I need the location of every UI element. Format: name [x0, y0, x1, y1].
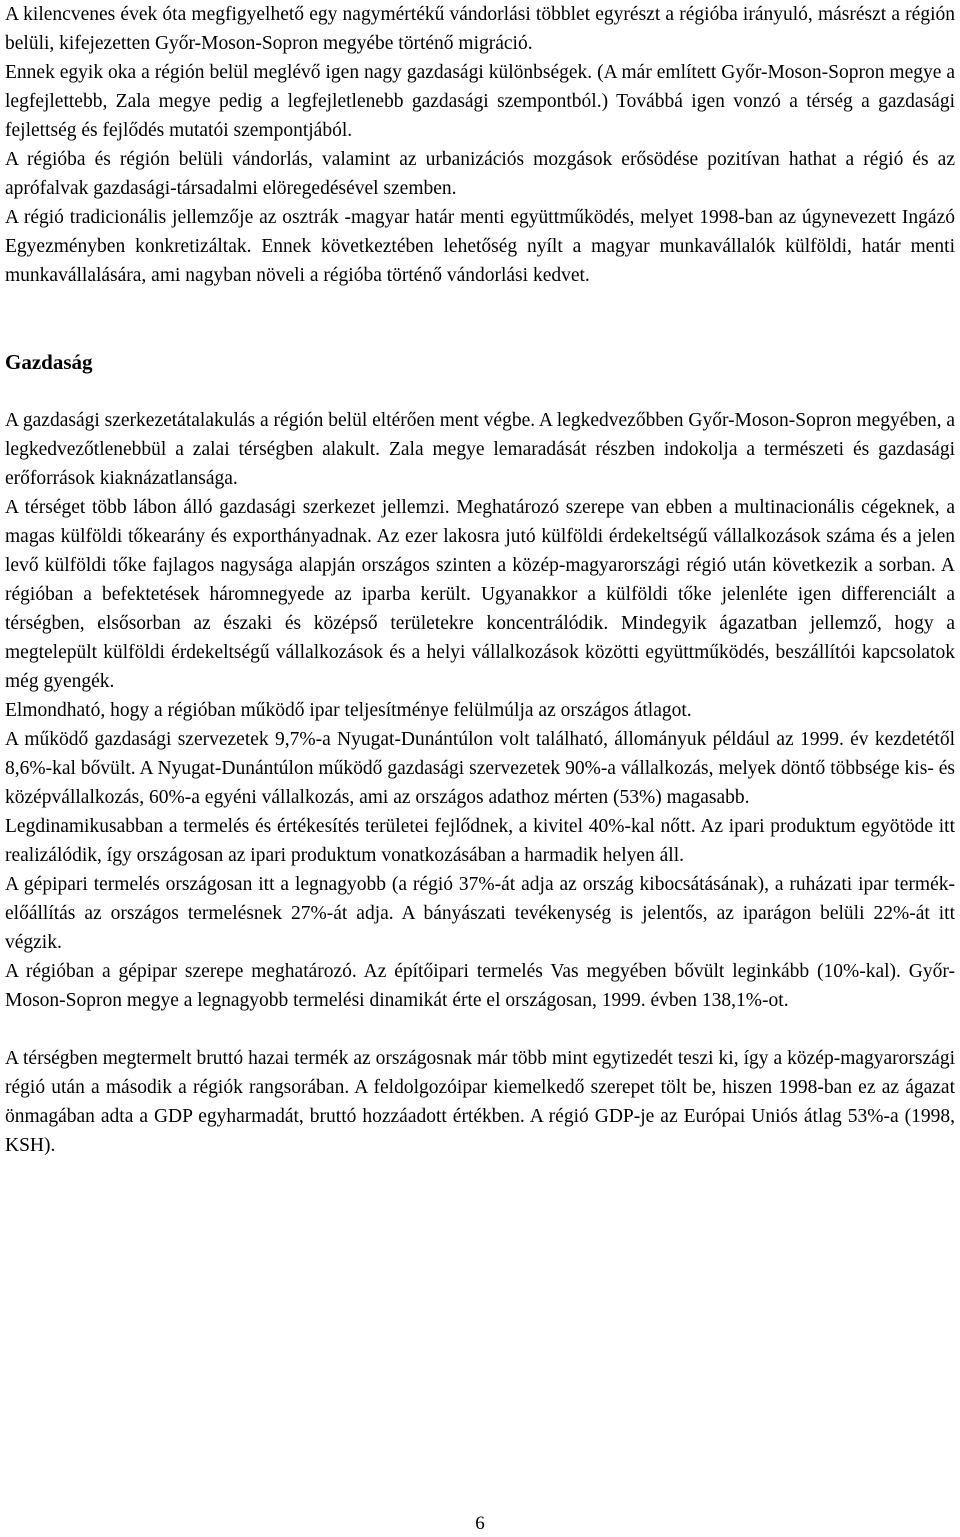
paragraph: A régióban a gépipar szerepe meghatározó. Az építőipari termelés Vas megyében bővült leginkább (10%-kal). Győr-Moson-Sopron megye a legnagyobb termelési dinamikát érte el országosan, 1999. évben 138,1%-ot. — [5, 961, 955, 1011]
spacer — [5, 290, 955, 348]
paragraph: A régió tradicionális jellemzője az osztrák -magyar határ menti együttműködés, melyet 1998-ban az úgynevezett Ingázó Egyezményben konkretizáltak. Ennek következtében lehetőség nyílt a magyar munkavállalók külföldi, határ menti munkavállalására, ami nagyban növeli a régióba történő vándorlási kedvet. — [5, 207, 955, 286]
spacer — [5, 1015, 955, 1044]
paragraph: A térséget több lábon álló gazdasági szerkezet jellemzi. Meghatározó szerepe van ebben a multinacionális cégeknek, a magas külföldi tőkearány és exporthányadnak. Az ezer lakosra jutó külföldi érdekeltségű vállalkozások száma és a jelen levő külföldi tőke fajlagos nagysága alapján országos szinten a közép-magyarországi régió után következik a sorban. A régióban a befektetések háromnegyede az iparba került. Ugyanakkor a külföldi tőke jelenléte igen differenciált a térségben, elsősorban az északi és középső területekre koncentrálódik. Mindegyik ágazatban jellemző, hogy a megtelepült külföldi érdekeltségű vállalkozások és a helyi vállalkozások közötti együttműködés, beszállítói kapcsolatok még gyengék. — [5, 497, 955, 692]
document-page — [5, 0, 955, 1160]
paragraph: A kilencvenes évek óta megfigyelhető egy nagymértékű vándorlási többlet egyrészt a régióba irányuló, másrészt a régión belüli, kifejezetten Győr-Moson-Sopron megyébe történő migráció. — [5, 4, 955, 54]
paragraph: Legdinamikusabban a termelés és értékesítés területei fejlődnek, a kivitel 40%-kal nőtt. Az ipari produktum egyötöde itt realizálódik, így országosan az ipari produktum vonatkozásában a harmadik helyen áll. — [5, 816, 955, 866]
paragraph: A régióba és régión belüli vándorlás, valamint az urbanizációs mozgások erősödése pozitívan hathat a régió és az aprófalvak gazdasági-társadalmi elöregedésével szemben. — [5, 149, 955, 199]
page-number: 6 — [475, 1513, 485, 1534]
spacer — [5, 377, 955, 406]
paragraph: Ennek egyik oka a régión belül meglévő igen nagy gazdasági különbségek. (A már említett Győr-Moson-Sopron megye a legfejlettebb, Zala megye pedig a legfejletlenebb gazdasági szempontból.) Továbbá igen vonzó a térség a gazdasági fejlettség és fejlődés mutatói szempontjából. — [5, 62, 955, 141]
paragraph: A gépipari termelés országosan itt a legnagyobb (a régió 37%-át adja az ország kibocsátásának), a ruházati ipar termék-előállítás az országos termelésnek 27%-át adja. A bányászati tevékenység is jelentős, az iparágon belüli 22%-át itt végzik. — [5, 874, 955, 953]
paragraph: A gazdasági szerkezetátalakulás a régión belül eltérően ment végbe. A legkedvezőbben Győr-Moson-Sopron megyében, a legkedvezőtlenebbül a zalai térségben alakult. Zala megye lemaradását részben indokolja a természeti és gazdasági erőforrások kiaknázatlansága. — [5, 410, 955, 489]
paragraph: Elmondható, hogy a régióban működő ipar teljesítménye felülmúlja az országos átlagot. — [5, 700, 692, 721]
paragraph: A térségben megtermelt bruttó hazai termék az országosnak már több mint egytizedét teszi ki, így a közép-magyarországi régió után a második a régiók rangsorában. A feldolgozóipar kiemelkedő szerepet tölt be, hiszen 1998-ban ez az ágazat önmagában adta a GDP egyharmadát, bruttó hozzáadott értékben. A régió GDP-je az Európai Uniós átlag 53%-a (1998, KSH). — [5, 1048, 955, 1156]
section-heading: Gazdaság — [5, 350, 93, 374]
paragraph: A működő gazdasági szervezetek 9,7%-a Nyugat-Dunántúlon volt található, állományuk például az 1999. év kezdetétől 8,6%-kal bővült. A Nyugat-Dunántúlon működő gazdasági szervezetek 90%-a vállalkozás, melyek döntő többsége kis- és középvállalkozás, 60%-a egyéni vállalkozás, ami az országos adathoz mérten (53%) magasabb. — [5, 729, 955, 808]
